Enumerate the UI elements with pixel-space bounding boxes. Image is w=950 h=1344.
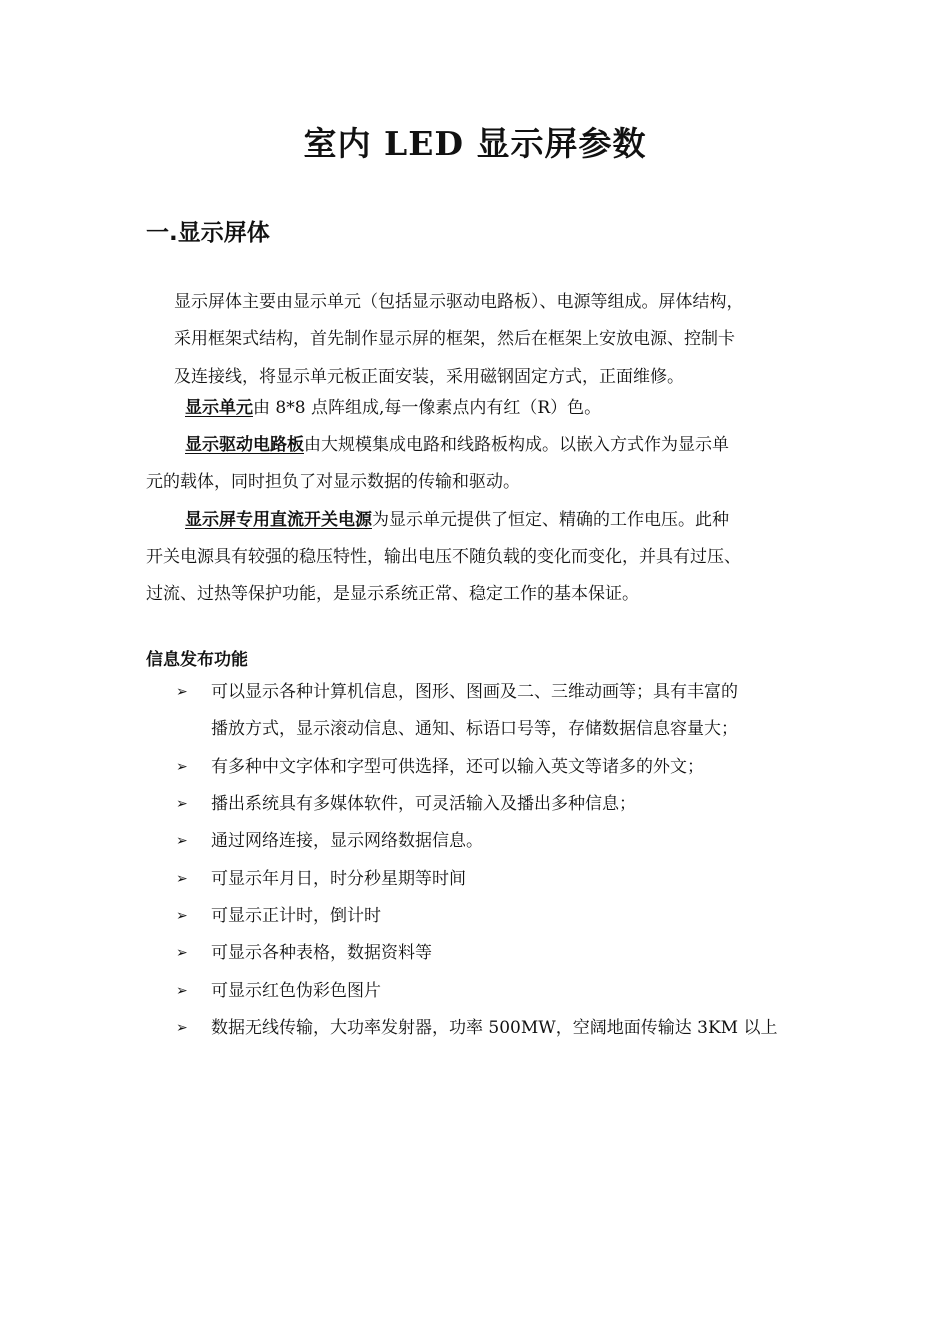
feature-item-6: 可显示正计时，倒计时	[211, 906, 381, 926]
feature-item-3: 播出系统具有多媒体软件，可灵活输入及播出多种信息；	[211, 794, 636, 814]
feature-item-9: 数据无线传输，大功率发射器，功率 500MW，空阔地面传输达 3KM 以上	[211, 1018, 778, 1038]
feature-item-1-line-1: 可以显示各种计算机信息，图形、图画及二、三维动画等；具有丰富的	[211, 682, 738, 702]
bullet-arrow-icon: ➢	[176, 796, 188, 812]
driver-board-paragraph	[185, 433, 729, 457]
intro-line-1: 显示屏体主要由显示单元（包括显示驱动电路板）、电源等组成。屏体结构，	[174, 292, 744, 312]
bullet-arrow-icon: ➢	[176, 945, 188, 961]
document-title: 室内 LED 显示屏参数	[303, 124, 647, 163]
section-heading-display-body: 一.显示屏体	[146, 220, 270, 246]
intro-line-3: 及连接线，将显示单元板正面安装，采用磁钢固定方式，正面维修。	[174, 367, 684, 387]
driver-board-line-1: 由大规模集成电路和线路板构成。以嵌入方式作为显示单	[304, 435, 729, 455]
power-supply-line-3: 过流、过热等保护功能，是显示系统正常、稳定工作的基本保证。	[146, 584, 639, 604]
display-unit-text: 由 8*8 点阵组成,每一像素点内有红（R）色。	[253, 398, 602, 418]
display-unit-term: 显示单元	[185, 398, 253, 418]
power-supply-line-2: 开关电源具有较强的稳压特性，输出电压不随负载的变化而变化，并具有过压、	[146, 547, 741, 567]
bullet-arrow-icon: ➢	[176, 871, 188, 887]
bullet-arrow-icon: ➢	[176, 833, 188, 849]
display-unit-paragraph	[185, 396, 601, 420]
feature-item-1-line-2: 播放方式，显示滚动信息、通知、标语口号等，存储数据信息容量大；	[211, 719, 738, 739]
features-heading: 信息发布功能	[146, 650, 248, 670]
intro-line-2: 采用框架式结构，首先制作显示屏的框架，然后在框架上安放电源、控制卡	[174, 329, 735, 349]
bullet-arrow-icon: ➢	[176, 759, 188, 775]
power-supply-line-1: 为显示单元提供了恒定、精确的工作电压。此种	[372, 510, 729, 530]
feature-item-7: 可显示各种表格，数据资料等	[211, 943, 432, 963]
bullet-arrow-icon: ➢	[176, 684, 188, 700]
feature-item-2: 有多种中文字体和字型可供选择，还可以输入英文等诸多的外文；	[211, 757, 704, 777]
bullet-arrow-icon: ➢	[176, 983, 188, 999]
bullet-arrow-icon: ➢	[176, 1020, 188, 1036]
driver-board-term: 显示驱动电路板	[185, 435, 304, 455]
feature-item-8: 可显示红色伪彩色图片	[211, 981, 381, 1001]
bullet-arrow-icon: ➢	[176, 908, 188, 924]
feature-item-5: 可显示年月日，时分秒星期等时间	[211, 869, 466, 889]
feature-item-4: 通过网络连接，显示网络数据信息。	[211, 831, 483, 851]
driver-board-line-2: 元的载体，同时担负了对显示数据的传输和驱动。	[146, 472, 520, 492]
power-supply-paragraph	[185, 508, 729, 532]
power-supply-term: 显示屏专用直流开关电源	[185, 510, 372, 530]
